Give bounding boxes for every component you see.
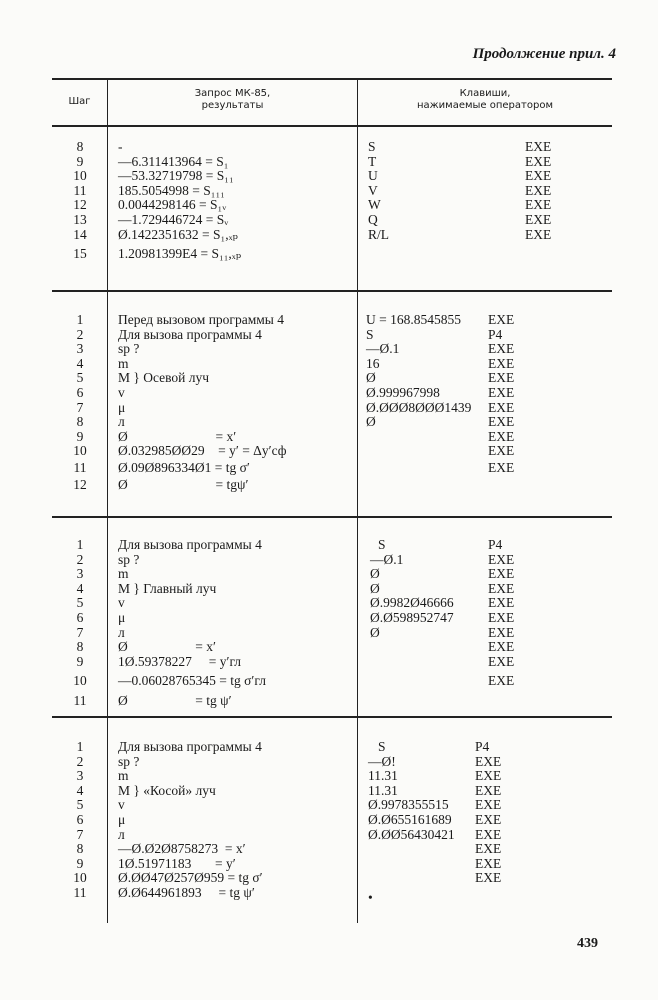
step-number: 7 [76, 826, 84, 842]
step-number: 4 [76, 355, 84, 371]
request-line: 1.20981399E4 = S₁₁,ₓₚ [118, 246, 242, 262]
key-entry: Ø.ØØØ8ØØØ1439 [366, 399, 472, 415]
key-exe: EXE [488, 653, 515, 669]
key-entry: S [368, 139, 376, 154]
step-number: 3 [76, 566, 84, 582]
request-line: —1.729446724 = Sᵥ [118, 211, 229, 227]
step-number: 8 [76, 139, 84, 154]
step-number: 7 [76, 624, 84, 640]
request-line: m [118, 355, 129, 371]
key-exe: EXE [525, 197, 552, 213]
table-top-rule [52, 78, 612, 80]
step-column [60, 140, 100, 264]
key-entry: Q [368, 211, 378, 227]
key-entry: S [366, 326, 374, 342]
key-entry: Ø.9978355515 [368, 797, 449, 813]
key-exe: EXE [525, 139, 552, 154]
key-exe: EXE [488, 639, 515, 655]
step-number: 11 [73, 884, 87, 900]
request-line: μ [118, 609, 126, 625]
key-entry: Ø.Ø598952747 [370, 609, 454, 625]
request-line: л [118, 624, 125, 640]
request-line: —6.311413964 = S₁ [118, 153, 229, 169]
step-number: 3 [76, 341, 84, 357]
keys-exe-column [488, 313, 514, 478]
request-line: - [118, 139, 123, 154]
step-number: 12 [73, 477, 87, 493]
key-entry: —Ø! [368, 753, 396, 769]
step-number: 8 [76, 639, 84, 655]
key-entry: R/L [368, 226, 390, 242]
request-line: 1Ø.51971183 = y′ [118, 855, 236, 871]
step-number: 15 [73, 246, 87, 262]
key-entry: Ø [370, 566, 380, 582]
request-line: —Ø.Ø2Ø8758273 = x′ [118, 841, 246, 857]
request-line: —0.06028765345 = tg σ′гл [118, 673, 266, 689]
step-number: 12 [73, 197, 87, 213]
request-line: Ø.032985ØØ29 = y′ = Δy′сф [118, 443, 287, 459]
request-line: Для вызова программы 4 [118, 326, 262, 342]
column-header-step: Шаг [68, 96, 91, 107]
key-exe: EXE [488, 460, 515, 476]
step-number: 9 [76, 153, 84, 169]
key-entry [368, 842, 455, 857]
request-line: 0.0044298146 = S₁ᵥ [118, 197, 227, 213]
keys-entry-column [368, 140, 389, 242]
request-line: Ø = tgψ′ [118, 477, 249, 493]
step-number: 6 [76, 384, 84, 400]
step-number: 2 [76, 551, 84, 567]
key-entry: Ø [370, 624, 380, 640]
step-number: 14 [73, 226, 87, 242]
step-number: 10 [73, 443, 87, 459]
step-number: 6 [76, 811, 84, 827]
key-exe: EXE [475, 855, 502, 871]
step-number: 7 [76, 399, 84, 415]
key-entry: W [368, 197, 381, 213]
step-number: 9 [76, 428, 84, 444]
key-exe: EXE [525, 153, 552, 169]
step-column [60, 313, 100, 493]
step-number: 1 [76, 312, 84, 327]
step-number: 5 [76, 370, 84, 386]
key-entry: Ø.9982Ø46666 [370, 595, 454, 611]
key-exe: EXE [488, 609, 515, 625]
keys-exe-column [475, 740, 501, 886]
keys-header-line-1: Клавиши, [459, 88, 511, 99]
request-line: Перед вызовом программы 4 [118, 312, 284, 327]
key-exe: EXE [525, 182, 552, 198]
request-column [118, 740, 263, 901]
request-line: sp ? [118, 551, 140, 567]
key-entry: Ø.999967998 [366, 384, 440, 400]
request-header-line-1: Запрос МК-85, [194, 88, 271, 99]
column-header-keys [358, 88, 612, 112]
key-exe: EXE [475, 870, 502, 886]
request-line: Для вызова программы 4 [118, 739, 262, 754]
step-number: 11 [73, 182, 87, 198]
request-line: M } Главный луч [118, 580, 217, 596]
step-number: 10 [73, 168, 87, 184]
key-exe: EXE [525, 211, 552, 227]
request-line: M } «Косой» луч [118, 782, 216, 798]
request-line: Ø.ØØ47Ø257Ø959 = tg σ′ [118, 870, 263, 886]
key-entry: Ø.Ø655161689 [368, 811, 452, 827]
key-entry [368, 871, 455, 886]
step-column [60, 538, 100, 711]
key-exe: EXE [488, 428, 515, 444]
key-exe: EXE [488, 414, 515, 430]
key-exe: EXE [488, 443, 515, 459]
request-line: Ø.09Ø896334Ø1 = tg σ′ [118, 460, 250, 476]
key-entry: 16 [366, 355, 380, 371]
keys-exe-column [525, 140, 551, 242]
request-line: m [118, 768, 129, 784]
table-header-rule [52, 125, 612, 127]
request-line: m [118, 566, 129, 582]
request-line: —53.32719798 = S₁₁ [118, 168, 234, 184]
step-number: 9 [76, 653, 84, 669]
key-exe: P4 [488, 537, 503, 552]
step-number: 10 [73, 870, 87, 886]
key-exe: P4 [475, 739, 490, 754]
request-line: Ø = tg ψ′ [118, 693, 232, 709]
key-entry: Ø [366, 414, 376, 430]
step-number: 10 [73, 673, 87, 689]
request-line: μ [118, 399, 126, 415]
step-number: 4 [76, 580, 84, 596]
step-number: 1 [76, 537, 84, 552]
key-entry: S [378, 739, 386, 754]
key-exe: EXE [475, 797, 502, 813]
key-exe: EXE [475, 826, 502, 842]
step-number: 11 [73, 460, 87, 476]
step-number: 2 [76, 326, 84, 342]
section-rule-2 [52, 516, 612, 518]
key-entry: Ø [370, 580, 380, 596]
request-line: sp ? [118, 341, 140, 357]
column-divider-2 [357, 78, 358, 923]
step-number: 5 [76, 797, 84, 813]
key-entry: —Ø.1 [366, 341, 400, 357]
key-exe: EXE [488, 341, 515, 357]
request-line: Ø.Ø644961893 = tg ψ′ [118, 884, 255, 900]
key-exe: EXE [488, 566, 515, 582]
request-header-line-2: результаты [201, 100, 264, 111]
key-entry: T [368, 153, 377, 169]
key-exe: EXE [475, 768, 502, 784]
keys-header-line-2: нажимаемые оператором [416, 100, 553, 111]
key-exe: EXE [488, 673, 515, 689]
step-number: 4 [76, 782, 84, 798]
step-number: 9 [76, 855, 84, 871]
page-header: Продолжение прил. 4 [472, 46, 616, 62]
step-number: 13 [73, 211, 87, 227]
section-rule-3 [52, 716, 612, 718]
key-exe: EXE [488, 580, 515, 596]
key-entry: U = 168.8545855 [366, 312, 461, 327]
request-line: μ [118, 811, 126, 827]
key-entry: S [378, 537, 386, 552]
request-line: sp ? [118, 753, 140, 769]
request-column [118, 313, 286, 493]
step-number: 11 [73, 693, 87, 709]
step-column [60, 740, 100, 901]
request-line: v [118, 384, 125, 400]
key-exe: EXE [488, 370, 515, 386]
key-exe: EXE [488, 384, 515, 400]
key-exe: EXE [488, 399, 515, 415]
key-exe: EXE [488, 551, 515, 567]
key-entry: V [368, 182, 378, 198]
section-rule-1 [52, 290, 612, 292]
request-line: Ø = x′ [118, 639, 216, 655]
step-number: 8 [76, 841, 84, 857]
key-exe: EXE [488, 595, 515, 611]
request-line: Ø.1422351632 = S₁,ₓₚ [118, 226, 238, 242]
request-line: 185.5054998 = S₁₁₁ [118, 182, 225, 198]
step-number: 8 [76, 414, 84, 430]
key-entry: U [368, 168, 378, 184]
key-entry: —Ø.1 [370, 551, 404, 567]
keys-entry-column [370, 538, 454, 640]
key-exe: EXE [475, 811, 502, 827]
key-exe: EXE [488, 312, 515, 327]
keys-entry-column [366, 313, 471, 430]
request-line: Ø = x′ [118, 428, 237, 444]
keys-exe-column [488, 538, 514, 691]
key-entry: 11.31 [368, 782, 398, 798]
column-divider-1 [107, 78, 108, 923]
key-exe: EXE [488, 355, 515, 371]
step-number: 5 [76, 595, 84, 611]
request-line: л [118, 826, 125, 842]
request-line: v [118, 797, 125, 813]
key-exe: EXE [475, 782, 502, 798]
column-header-request [108, 88, 357, 112]
keys-entry-column [368, 740, 455, 906]
page-number: 439 [577, 936, 598, 951]
key-exe: P4 [488, 326, 503, 342]
key-exe: EXE [475, 753, 502, 769]
request-line: M } Осевой луч [118, 370, 210, 386]
request-line: 1Ø.59378227 = y′гл [118, 653, 242, 669]
key-entry: • [368, 889, 373, 905]
request-column [118, 140, 241, 264]
key-exe: EXE [488, 624, 515, 640]
step-number: 2 [76, 753, 84, 769]
step-number: 3 [76, 768, 84, 784]
key-exe: EXE [475, 841, 502, 857]
key-entry [368, 857, 455, 872]
step-number: 1 [76, 739, 84, 754]
key-entry: Ø [366, 370, 376, 386]
key-exe: EXE [525, 168, 552, 184]
request-line: л [118, 414, 125, 430]
key-entry: 11.31 [368, 768, 398, 784]
key-exe: EXE [525, 226, 552, 242]
request-line: Для вызова программы 4 [118, 537, 262, 552]
step-number: 6 [76, 609, 84, 625]
request-line: v [118, 595, 125, 611]
key-entry: Ø.ØØ56430421 [368, 826, 455, 842]
request-column [118, 538, 266, 711]
